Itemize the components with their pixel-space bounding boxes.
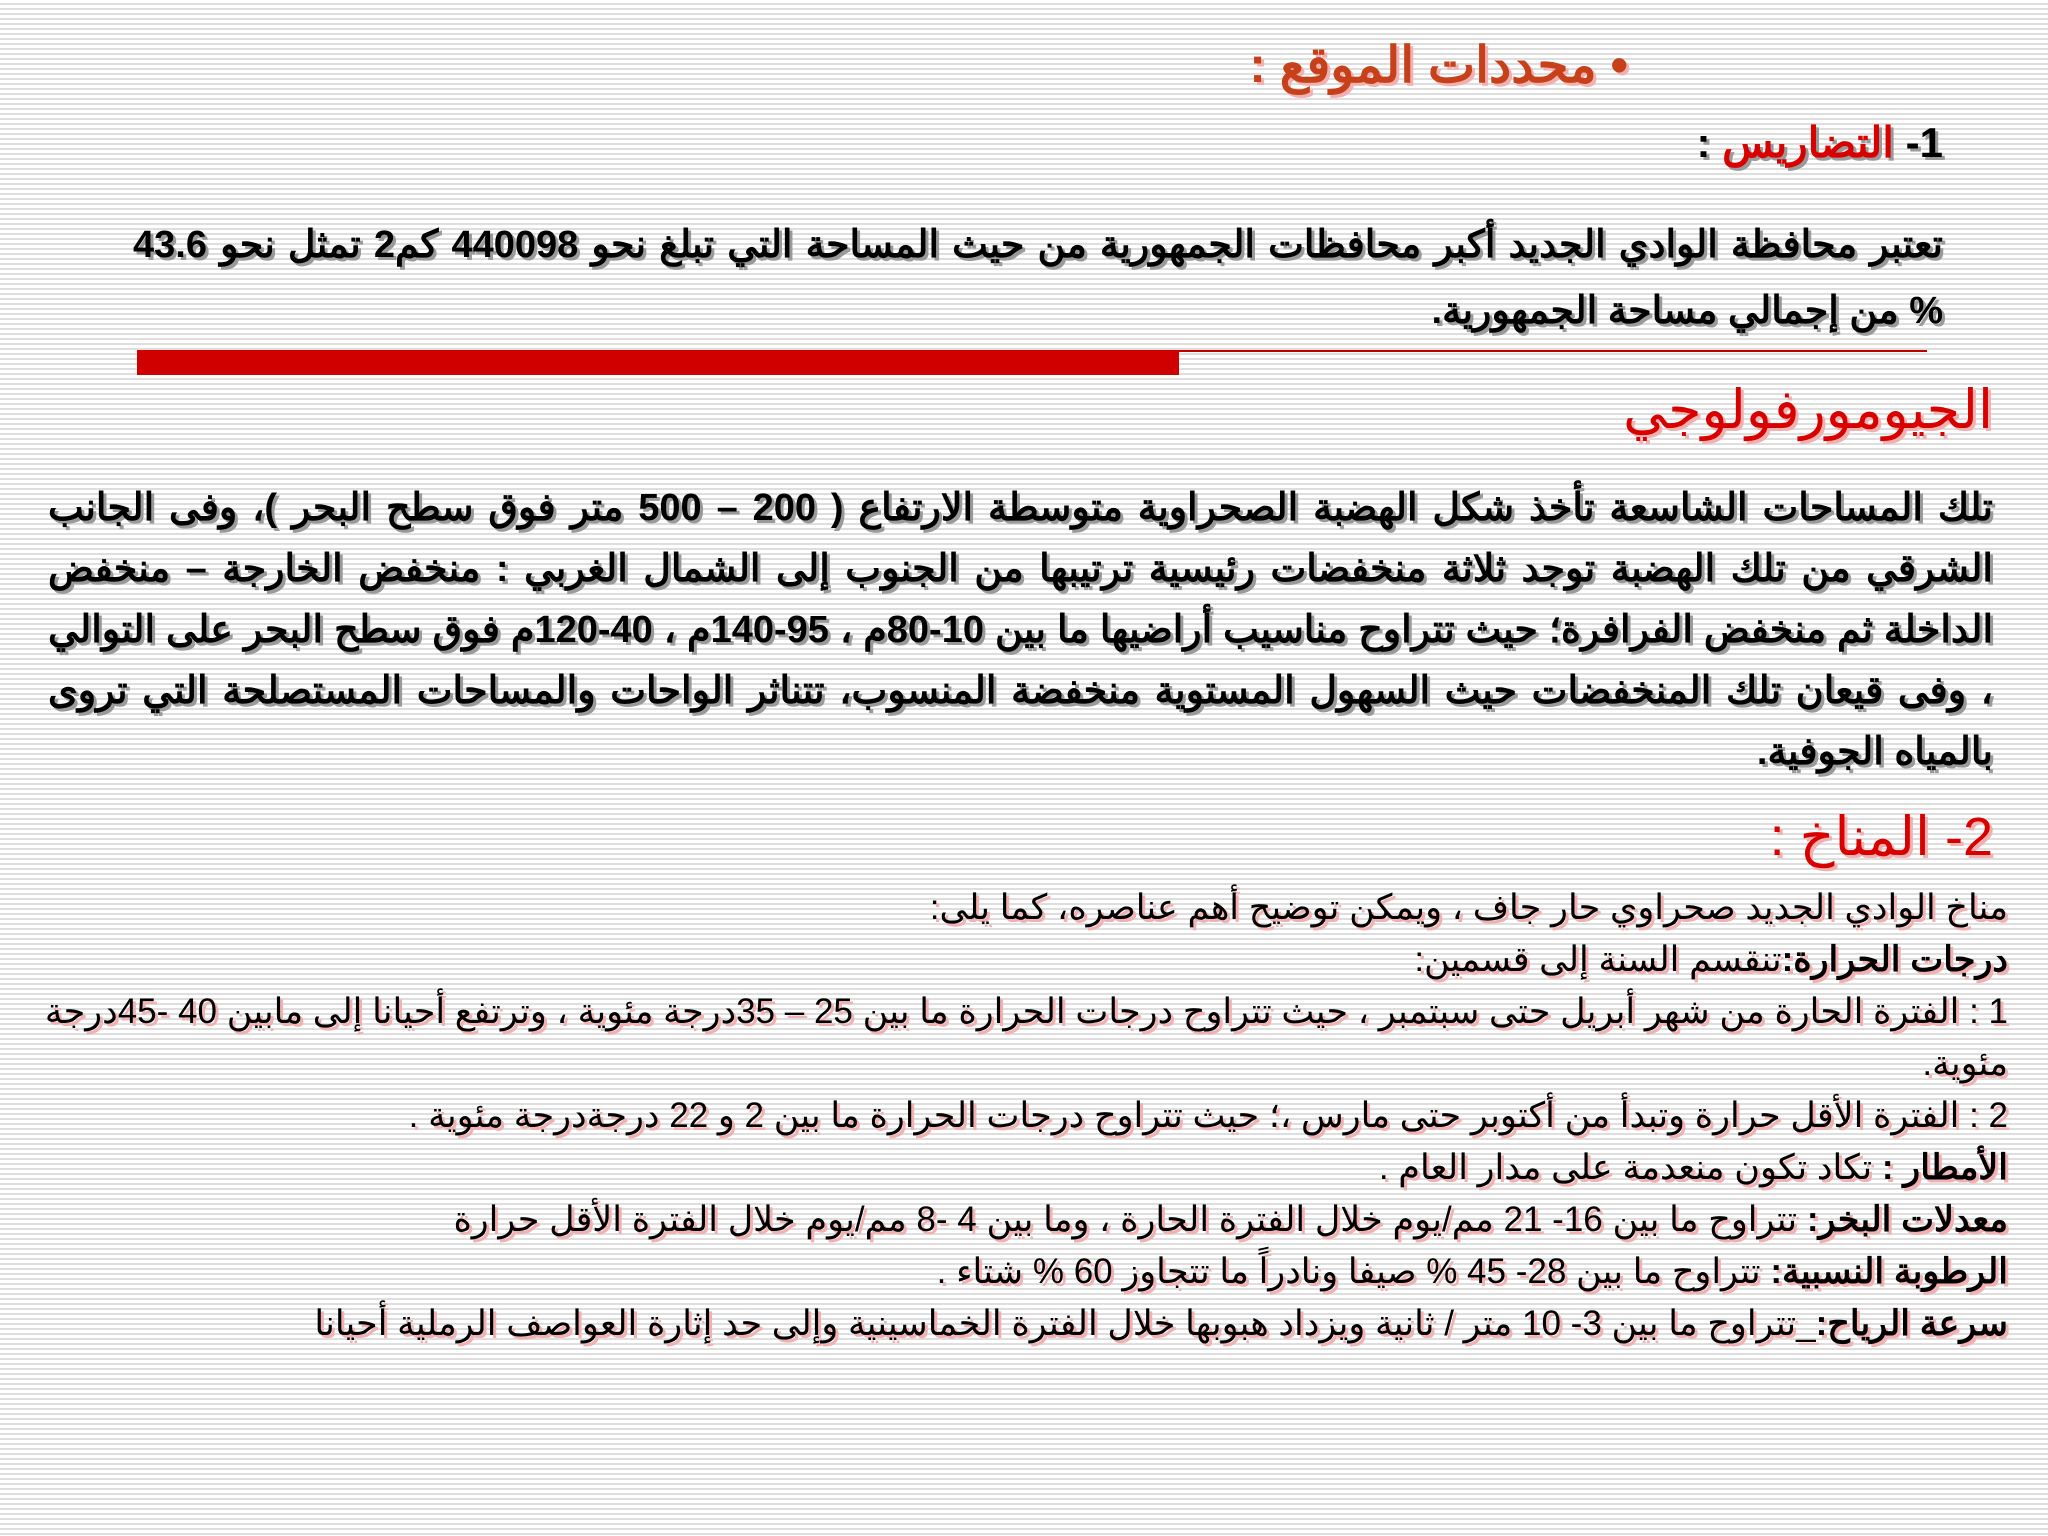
wind-label: سرعة الرياح: (1815, 1304, 2008, 1343)
humidity-line (33, 1246, 2008, 1298)
slide-title: • محددات الموقع : (1249, 37, 1628, 93)
temperature-text: تنقسم السنة إلى قسمين: (1414, 940, 1782, 979)
humidity-label: الرطوبة النسبية: (1770, 1252, 2008, 1291)
geomorphology-paragraph: تلك المساحات الشاسعة تأخذ شكل الهضبة الصحراوية متوسطة الارتفاع ( 200 – 500 متر فوق سطح البحر )، وفى الجانب الشرقي من تلك الهضبة توجد ثلاثة منخفضات رئيسية ترتيبها من الجنوب إلى الشمال الغربي : منخفض الخارجة – منخفض الداخلة ثم منخفض الفرافرة؛ حيث تتراوح مناسيب أراضيها ما بين 10-80م ، 95-140م ، 40-120م فوق سطح البحر على التوالي ، وفى قيعان تلك المنخفضات حيث السهول المستوية منخفضة المنسوب، تتناثر الواحات والمساحات المستصلحة التي تروى بالمياه الجوفية. (48, 487, 1994, 773)
wind-line (33, 1298, 2008, 1350)
evaporation-text: تتراوح ما بين 16- 21 مم/يوم خلال الفترة الحارة ، وما بين 4 -8 مم/يوم خلال الفترة الأقل حرارة (453, 1200, 1807, 1239)
humidity-text: تتراوح ما بين 28- 45 % صيفا ونادراً ما تتجاوز 60 % شتاء . (936, 1252, 1771, 1291)
rain-label: الأمطار : (1881, 1148, 2008, 1187)
topography-heading (1696, 118, 1943, 167)
hot-period-line: 1 : الفترة الحارة من شهر أبريل حتى سبتمبر ، حيث تتراوح درجات الحرارة ما بين 25 – 35درجة مئوية ، وترتفع أحيانا إلى مابين 40 -45درجة مئوية. (44, 992, 2008, 1083)
climate-heading: 2- المناخ : (1769, 807, 1993, 867)
climate-body (33, 882, 2008, 1350)
cool-period-line: 2 : الفترة الأقل حرارة وتبدأ من أكتوبر حتى مارس ،؛ حيث تتراوح درجات الحرارة ما بين 2 و 22 درجةدرجة مئوية . (408, 1096, 2008, 1135)
temperature-line (33, 934, 2008, 986)
topography-heading-word: التضاريس (1722, 119, 1894, 166)
evaporation-line (33, 1194, 2008, 1246)
topography-heading-number: 1- (1893, 119, 1943, 166)
rain-line (33, 1142, 2008, 1194)
topography-paragraph: تعتبر محافظة الوادي الجديد أكبر محافظات الجمهورية من حيث المساحة التي تبلغ نحو 440098 كم2 تمثل نحو 43.6 % من إجمالي مساحة الجمهورية. (133, 224, 1943, 332)
rain-text: تكاد تكون منعدمة على مدار العام . (1378, 1148, 1882, 1187)
topography-heading-colon: : (1696, 119, 1723, 166)
divider-bar (137, 350, 1179, 375)
climate-intro: مناخ الوادي الجديد صحراوي حار جاف ، ويمكن توضيح أهم عناصره، كما يلى: (929, 888, 2008, 927)
geomorphology-heading: الجيومورفولوجي (1623, 380, 1993, 440)
wind-text: _تتراوح ما بين 3- 10 متر / ثانية ويزداد هبوبها خلال الفترة الخماسينية وإلى حد إثارة العواصف الرملية أحيانا (314, 1304, 1816, 1343)
evaporation-label: معدلات البخر: (1806, 1200, 2008, 1239)
temperature-label: درجات الحرارة: (1781, 940, 2008, 979)
